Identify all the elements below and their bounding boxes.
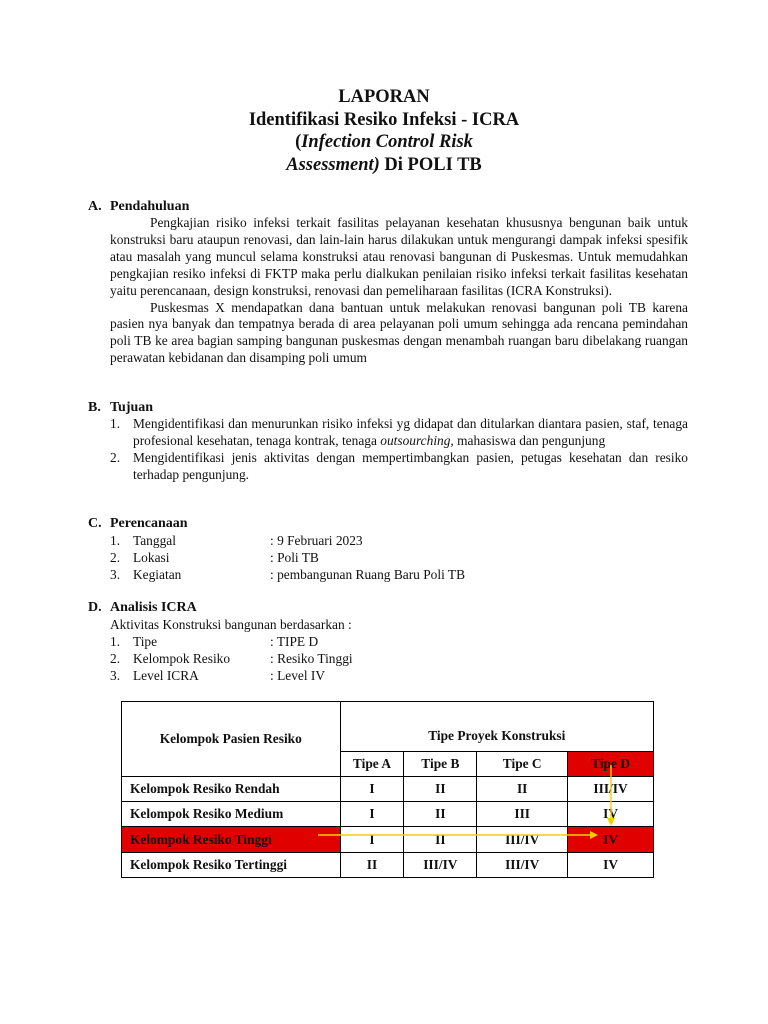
table-cell: IV: [568, 802, 654, 827]
list-value: : TIPE D: [270, 634, 319, 649]
table-header-row: [122, 702, 654, 752]
list-value: : Resiko Tinggi: [270, 650, 353, 666]
list-item: [110, 634, 690, 651]
list-item: [110, 450, 688, 484]
list-number: 1.: [110, 416, 121, 431]
list-number: 1.: [110, 634, 121, 649]
section-a-heading: [88, 199, 189, 215]
section-a-body: [110, 215, 688, 367]
table-cell: III/IV: [477, 827, 568, 853]
header-project-type: Tipe Proyek Konstruksi: [340, 702, 653, 752]
table-cell: II: [477, 777, 568, 802]
table-row: [122, 777, 654, 802]
section-a-paragraph-2: Puskesmas X mendapatkan dana bantuan untuk melakukan renovasi bangunan poli TB karena pasien nya banyak dan tempatnya berada di area pelayanan poli umum sehingga ada rencana pemindahan poli TB ke area bagian samping bangunan puskesmas dengan menambah ruangan baru dibelakang ruangan perawatan kebidanan dan disamping poli umum: [110, 299, 688, 366]
table-row-highlighted: [122, 827, 654, 853]
list-key: Kegiatan: [133, 566, 182, 582]
list-text: Mengidentifikasi jenis aktivitas dengan mempertimbangkan pasien, petugas kesehatan dan resiko terhadap pengunjung.: [133, 449, 688, 482]
list-value: : pembangunan Ruang Baru Poli TB: [270, 566, 466, 582]
table-cell: IV: [568, 853, 654, 878]
list-text-italic: outsourching,: [380, 432, 454, 448]
table-cell: I: [340, 827, 404, 853]
table-cell: II: [340, 853, 404, 878]
title-line-3: [0, 131, 768, 154]
section-c-heading: [88, 516, 188, 532]
title-line-2: Identifikasi Resiko Infeksi - ICRA: [248, 109, 520, 130]
section-d-intro: Aktivitas Konstruksi bangunan berdasarkan :: [110, 617, 352, 632]
title-italic-2: Assessment): [286, 154, 380, 175]
list-key: Lokasi: [133, 549, 170, 565]
list-key: Tipe: [133, 634, 158, 649]
title-line-4: [0, 154, 768, 177]
row-label: Kelompok Resiko Tertinggi: [122, 853, 341, 878]
table-cell: III: [477, 802, 568, 827]
list-item: [110, 416, 688, 450]
table-cell: II: [404, 777, 477, 802]
list-value: : Poli TB: [270, 549, 319, 565]
section-c-title: Perencanaan: [110, 516, 188, 531]
table-cell: I: [340, 802, 404, 827]
section-c-list: [110, 533, 690, 584]
list-key: Level ICRA: [133, 667, 199, 683]
section-d-title: Analisis ICRA: [110, 600, 197, 615]
table-row: [122, 802, 654, 827]
title-paren: (: [295, 132, 302, 152]
list-number: 3.: [110, 667, 121, 683]
title-line-1: LAPORAN: [338, 87, 430, 107]
table-cell: III/IV: [568, 777, 654, 802]
list-item: [110, 567, 690, 584]
list-number: 2.: [110, 650, 121, 666]
list-item: [110, 550, 690, 567]
section-d-letter: D.: [88, 600, 102, 615]
table-cell: III/IV: [404, 853, 477, 878]
table-cell: II: [404, 802, 477, 827]
list-item: [110, 668, 690, 685]
section-a-title: Pendahuluan: [110, 199, 190, 214]
list-number: 3.: [110, 566, 121, 582]
table-cell-highlighted: IV: [568, 827, 654, 853]
header-patient-group: Kelompok Pasien Resiko: [122, 702, 341, 777]
section-b-heading: [88, 400, 153, 416]
list-value: : 9 Februari 2023: [270, 533, 363, 548]
section-d-heading: [88, 600, 197, 616]
list-number: 2.: [110, 549, 121, 565]
table-cell: II: [404, 827, 477, 853]
table-cell: I: [340, 777, 404, 802]
header-type-b: Tipe B: [404, 752, 477, 777]
section-a-letter: A.: [88, 199, 102, 214]
section-d-list: [110, 634, 690, 685]
list-number: 2.: [110, 449, 121, 465]
header-type-d: Tipe D: [568, 752, 654, 777]
list-number: 1.: [110, 533, 121, 548]
list-text: Mengidentifikasi dan menurunkan risiko infeksi yg didapat dan ditularkan diantara pasien, staf, tenaga profesional kesehatan, tenaga kontrak, tenaga: [133, 416, 688, 448]
row-label-highlighted: Kelompok Resiko Tinggi: [122, 827, 341, 853]
icra-matrix-table: [121, 701, 654, 878]
list-value: : Level IV: [270, 667, 326, 683]
row-label: Kelompok Resiko Rendah: [122, 777, 341, 802]
header-type-a: Tipe A: [340, 752, 404, 777]
section-b-list: [110, 416, 688, 484]
list-item: [110, 651, 690, 668]
section-a-paragraph-1: Pengkajian risiko infeksi terkait fasilitas pelayanan kesehatan khususnya bengunan baik untuk konstruksi baru ataupun renovasi, dan lain-lain harus dilakukan untuk mengurangi dampak infeksi spesifik atau masalah yang muncul selama konstruksi atau renovasi bangunan di Puskesmas. Untuk memudahkan pengkajian resiko infeksi di FKTP maka perlu dialkukan penilaian risiko infeksi terkait fasilitas kesehatan yaitu perencanaan, design konstruksi, renovasi dan pemeliharaan fasilitas (ICRA Konstruksi).: [110, 215, 688, 298]
list-key: Kelompok Resiko: [133, 650, 231, 666]
list-key: Tanggal: [133, 533, 176, 548]
table-row: [122, 853, 654, 878]
list-text-tail: mahasiswa dan pengunjung: [453, 432, 606, 448]
list-item: [110, 533, 690, 550]
document-title: [0, 86, 768, 176]
section-b-title: Tujuan: [110, 400, 154, 415]
section-b-letter: B.: [88, 400, 101, 415]
table-cell: III/IV: [477, 853, 568, 878]
header-type-c: Tipe C: [477, 752, 568, 777]
section-c-letter: C.: [88, 516, 102, 531]
title-italic-1: Infection Control Risk: [301, 132, 473, 152]
title-rest: Di POLI TB: [379, 154, 482, 175]
row-label: Kelompok Resiko Medium: [122, 802, 341, 827]
